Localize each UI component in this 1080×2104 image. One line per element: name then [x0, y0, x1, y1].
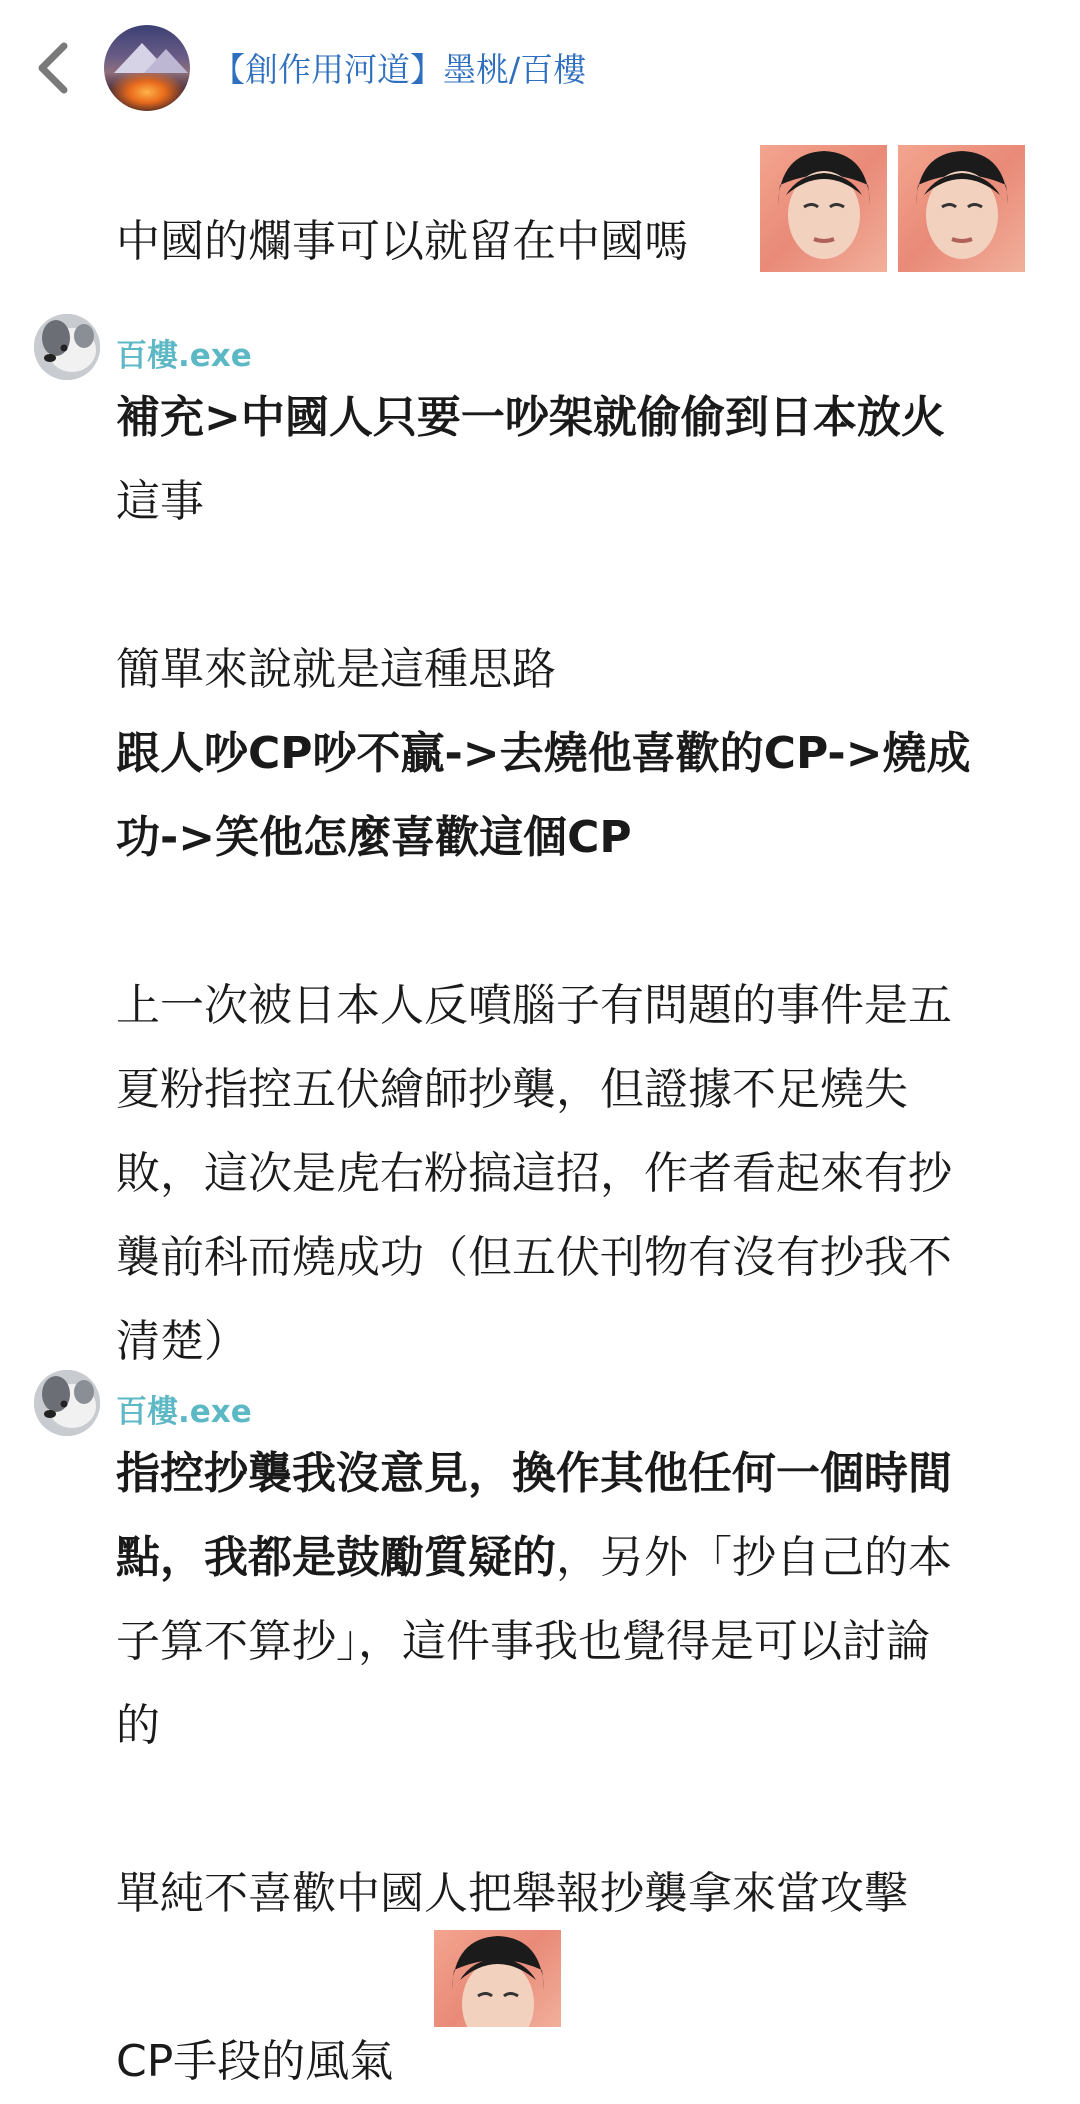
message-line-text: 子算不算抄」，這件事我也覺得是可以討論 [116, 1616, 930, 1667]
message-line-text: 上一次被日本人反噴腦子有問題的事件是五 [116, 980, 952, 1031]
message-line [116, 1432, 1066, 1516]
message-line [116, 1216, 1066, 1300]
sender-avatar[interactable] [34, 1370, 100, 1436]
message-line [116, 1936, 1066, 2020]
face-sticker [760, 145, 887, 272]
message-line-text: 夏粉指控五伏繪師抄襲，但證據不足燒失 [116, 1064, 908, 1115]
message-line-text: 跟人吵CP吵不贏->去燒他喜歡的CP->燒成 [116, 728, 971, 779]
face-sticker [898, 145, 1025, 272]
message-line [116, 1768, 1066, 1852]
chat-header [0, 0, 1080, 140]
message-line-text: 單純不喜歡中國人把舉報抄襲拿來當攻擊 [116, 1868, 908, 1919]
sender-avatar[interactable] [34, 314, 100, 380]
message-line [116, 460, 1066, 544]
face-sticker [434, 1930, 561, 2027]
message-line-text: 的 [116, 1700, 160, 1751]
message-line [116, 964, 1066, 1048]
message-text: 中國的爛事可以就留在中國嗎 [116, 216, 688, 267]
sender-name[interactable]: 百樓.exe [116, 338, 252, 374]
message-line [116, 1048, 1066, 1132]
message-line-text: 點，我都是鼓勵質疑的 [116, 1532, 556, 1583]
channel-title[interactable]: 【創作用河道】墨桃/百樓 [212, 50, 587, 89]
message-line [116, 1684, 1066, 1768]
message-line-text: CP手段的風氣 [116, 2036, 394, 2087]
message-body [116, 1432, 1066, 2104]
message-line-text: 指控抄襲我沒意見，換作其他任何一個時間 [116, 1448, 952, 1499]
message-line [116, 1516, 1066, 1600]
message-line-text: 襲前科而燒成功（但五伏刊物有沒有抄我不 [116, 1232, 952, 1283]
message-line [116, 712, 1066, 796]
message-line [116, 1132, 1066, 1216]
message-line [116, 1852, 1066, 1936]
message-line-text: ，另外「抄自己的本 [556, 1532, 952, 1583]
chevron-left-icon[interactable] [30, 36, 78, 100]
message-line [116, 544, 1066, 628]
message-line-text: 清楚） [116, 1316, 248, 1367]
message-line [116, 628, 1066, 712]
message-body [116, 376, 1066, 1384]
message-line [116, 796, 1066, 880]
message-line [116, 1300, 1066, 1384]
channel-avatar[interactable] [104, 25, 190, 111]
message-line-text: 這事 [116, 476, 204, 527]
message-line [116, 2020, 1066, 2104]
message-line [116, 1600, 1066, 1684]
message-line [116, 880, 1066, 964]
message-line-text: 敗，這次是虎右粉搞這招，作者看起來有抄 [116, 1148, 952, 1199]
message-line [116, 376, 1066, 460]
sender-name[interactable]: 百樓.exe [116, 1394, 252, 1430]
message-line-text: 補充>中國人只要一吵架就偷偷到日本放火 [116, 392, 945, 443]
message-line-text: 簡單來說就是這種思路 [116, 644, 556, 695]
message-line-text: 功->笑他怎麼喜歡這個CP [116, 812, 632, 863]
